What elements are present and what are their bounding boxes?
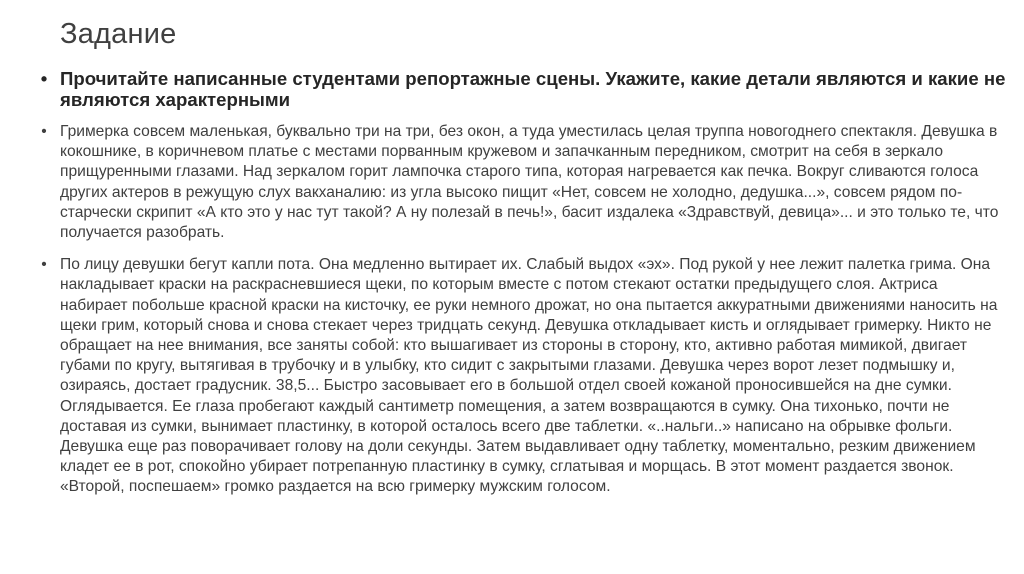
slide-content: [36, 68, 1006, 510]
bullet-dot-icon: •: [41, 256, 47, 274]
task-text: Прочитайте написанные студентами репортажные сцены. Укажите, какие детали являются и какие не являются характерными: [60, 68, 1006, 110]
bullet-dot-icon: •: [41, 123, 47, 140]
task-bullet: [36, 68, 1006, 110]
bullet-dot-icon: •: [40, 68, 48, 89]
slide-title: Задание: [60, 18, 177, 50]
scene-text-1: Гримерка совсем маленькая, буквально три на три, без окон, а туда уместилась целая труппа новогоднего спектакля. Девушка в кокошнике, в коричневом платье с местами порванным кружевом и запачканным передником, смотрит на себя в зеркало прищуренными глазами. Над зеркалом горит лампочка старого типа, которая нагревается как печка. Вокруг сливаются голоса других актеров в режущую слух вакханалию: из угла высоко пищит «Нет, совсем не холодно, дедушка...», совсем рядом по-старчески скрипит «А кто это у нас тут такой? А ну полезай в печь!», басит издалека «Здравствуй, девица»... и это только те, что получается разобрать.: [60, 123, 999, 242]
scene-bullet-1: [36, 122, 1006, 243]
scene-text-2: По лицу девушки бегут капли пота. Она медленно вытирает их. Слабый выдох «эх». Под рукой у нее лежит палетка грима. Она накладывает краски на раскрасневшиеся щеки, по которым вместе с потом стекают остатки предыдущего слоя. Актриса набирает побольше красной краски на кисточку, ее руки немного дрожат, но она пытается аккуратными движениями наносить на щеки грим, который снова и снова стекает через тридцать секунд. Девушка откладывает кисть и оглядывает гримерку. Никто не обращает на нее внимания, все заняты собой: кто вышагивает из стороны в сторону, кто, активно работая мимикой, двигает губами по кругу, вытягивая в трубочку и в улыбку, кто сидит с закрытыми глазами. Девушка через ворот лезет подмышку и, озираясь, достает градусник. 38,5... Быстро засовывает его в большой отдел своей кожаной проносившейся на дне сумки. Оглядывается. Ее глаза пробегают каждый сантиметр помещения, а затем возвращаются в сумку. Она тихонько, почти не доставая из сумки, вынимает пластинку, в которой осталось всего две таблетки. «..нальги..» написано на обрывке фольги. Девушка еще раз поворачивает голову на доли секунды. Затем выдавливает одну таблетку, моментально, резким движением кладет ее в рот, спокойно убирает потрепанную пластинку в сумку, сглатывая и морщась. В этот момент раздается звонок. «Второй, поспешаем» громко раздается на всю гримерку мужским голосом.: [60, 256, 998, 496]
scene-bullet-2: [36, 255, 1006, 497]
